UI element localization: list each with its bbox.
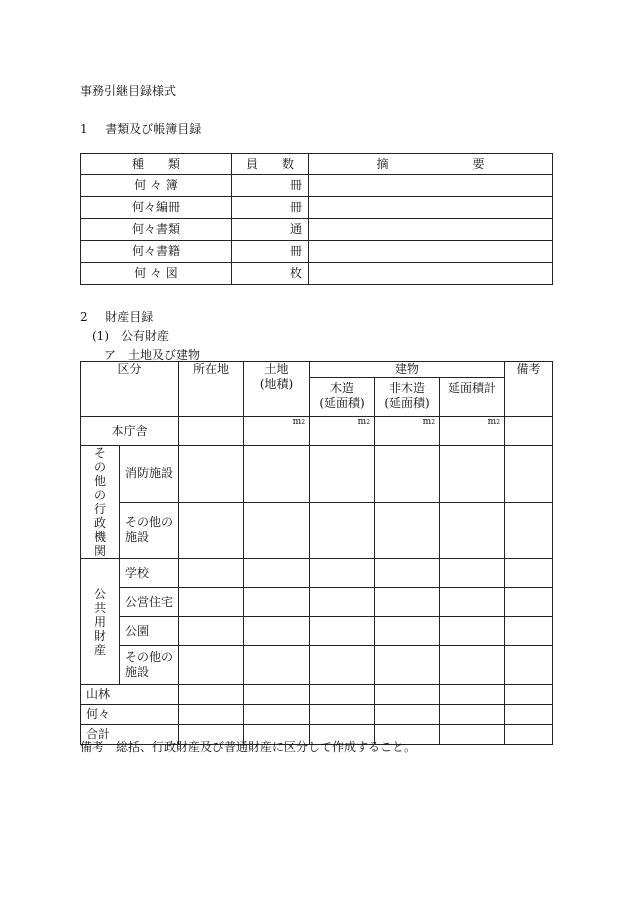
header-total-area: 延面積計 — [440, 378, 505, 417]
section2-title: 財産目録 — [105, 310, 154, 324]
cell[interactable] — [244, 617, 310, 646]
table-row — [81, 417, 553, 446]
table-row — [81, 559, 553, 588]
table-row — [81, 219, 553, 241]
cell[interactable] — [310, 559, 375, 588]
category-other-admin: そ の 他 の 行 政 機 関 — [81, 446, 120, 559]
table-row — [81, 241, 553, 263]
table-row — [81, 446, 553, 503]
cell[interactable] — [179, 617, 244, 646]
cell[interactable] — [440, 588, 505, 617]
cell-location[interactable] — [179, 417, 244, 446]
table-row — [81, 617, 553, 646]
cell[interactable] — [179, 705, 244, 725]
subsection-land-buildings: ア 土地及び建物 — [104, 348, 201, 362]
cell[interactable] — [375, 617, 440, 646]
doc-name: 何 々 図 — [81, 263, 232, 285]
property-table — [80, 361, 553, 745]
header-nonwood-label: 非木造 — [389, 381, 426, 395]
section1-number: 1 — [80, 122, 88, 136]
table-row — [81, 502, 553, 559]
header-wood-sub: (延面積) — [319, 396, 365, 410]
header-nonwood — [375, 378, 440, 417]
header-nonwood-sub: (延面積) — [384, 396, 430, 410]
cell[interactable] — [440, 725, 505, 745]
cell[interactable] — [244, 446, 310, 503]
item-school: 学校 — [120, 559, 179, 588]
header-building: 建物 — [310, 362, 505, 378]
section1-title: 書類及び帳簿目録 — [105, 122, 202, 136]
unit-m2: $m^2$ — [244, 417, 310, 446]
item-park: 公園 — [120, 617, 179, 646]
cell[interactable] — [505, 588, 553, 617]
category-public-use: 公 共 用 財 産 — [81, 559, 120, 685]
cell[interactable] — [375, 685, 440, 705]
cell[interactable] — [244, 646, 310, 685]
doc-name: 何々書籍 — [81, 241, 232, 263]
cell[interactable] — [440, 705, 505, 725]
cell[interactable] — [505, 446, 553, 503]
doc-unit: 通 — [232, 219, 309, 241]
cell[interactable] — [505, 617, 553, 646]
cell[interactable] — [440, 502, 505, 559]
doc-unit: 冊 — [232, 175, 309, 197]
documents-table — [80, 153, 553, 285]
header-wood — [310, 378, 375, 417]
cell-remarks[interactable] — [505, 417, 553, 446]
section1-heading — [80, 120, 201, 137]
unit-m2: $m^2$ — [440, 417, 505, 446]
doc-name: 何々編冊 — [81, 197, 232, 219]
cell[interactable] — [179, 502, 244, 559]
cell[interactable] — [505, 646, 553, 685]
cell[interactable] — [310, 705, 375, 725]
section2-heading — [80, 308, 153, 325]
cell[interactable] — [505, 685, 553, 705]
unit-m2: $m^2$ — [375, 417, 440, 446]
row-misc: 何々 — [81, 705, 179, 725]
doc-summary-cell[interactable] — [309, 241, 553, 263]
row-total: 合計 — [81, 725, 179, 745]
cell[interactable] — [440, 559, 505, 588]
cell[interactable] — [244, 502, 310, 559]
header-count: 員 数 — [232, 154, 309, 175]
doc-unit: 枚 — [232, 263, 309, 285]
cell[interactable] — [375, 705, 440, 725]
header-kind: 種 類 — [81, 154, 232, 175]
header-land-sub: (地積) — [259, 377, 294, 391]
cell[interactable] — [244, 588, 310, 617]
section2-number: 2 — [80, 310, 88, 324]
row-main-office: 本庁舎 — [81, 417, 179, 446]
cell[interactable] — [310, 685, 375, 705]
doc-summary-cell[interactable] — [309, 197, 553, 219]
unit-m2: $m^2$ — [310, 417, 375, 446]
page-title: 事務引継目録様式 — [80, 84, 177, 98]
cell[interactable] — [310, 502, 375, 559]
cell[interactable] — [375, 559, 440, 588]
cell[interactable] — [505, 502, 553, 559]
table-row — [81, 175, 553, 197]
table-row — [81, 705, 553, 725]
header-location: 所在地 — [179, 362, 244, 417]
cell[interactable] — [244, 685, 310, 705]
table-row — [81, 685, 553, 705]
cell[interactable] — [179, 646, 244, 685]
header-wood-label: 木造 — [330, 381, 355, 395]
header-remarks: 備考 — [505, 362, 553, 417]
item-other-public-facility: その他の 施設 — [120, 646, 179, 685]
doc-unit: 冊 — [232, 197, 309, 219]
cell[interactable] — [179, 588, 244, 617]
cell[interactable] — [440, 617, 505, 646]
cell[interactable] — [179, 559, 244, 588]
cell[interactable] — [505, 559, 553, 588]
header-land — [244, 362, 310, 417]
cell[interactable] — [375, 446, 440, 503]
cell[interactable] — [440, 446, 505, 503]
cell[interactable] — [179, 685, 244, 705]
table-row — [81, 197, 553, 219]
cell[interactable] — [310, 588, 375, 617]
cell[interactable] — [375, 502, 440, 559]
cell[interactable] — [440, 646, 505, 685]
header-summary: 摘 要 — [309, 154, 553, 175]
remarks-note: 備考 総括、行政財産及び普通財産に区分して作成すること。 — [80, 740, 417, 754]
cell[interactable] — [375, 646, 440, 685]
item-other-facility: その他の 施設 — [120, 502, 179, 559]
cell[interactable] — [179, 446, 244, 503]
cell[interactable] — [310, 646, 375, 685]
cell[interactable] — [375, 588, 440, 617]
cell[interactable] — [310, 617, 375, 646]
item-public-housing: 公営住宅 — [120, 588, 179, 617]
table-row — [81, 646, 553, 685]
cell[interactable] — [244, 559, 310, 588]
cell[interactable] — [505, 705, 553, 725]
doc-name: 何々書類 — [81, 219, 232, 241]
cell[interactable] — [505, 725, 553, 745]
cell[interactable] — [244, 705, 310, 725]
doc-summary-cell[interactable] — [309, 219, 553, 241]
subsection-public-property: (1) 公有財産 — [92, 329, 169, 343]
table-row — [81, 263, 553, 285]
row-forest: 山林 — [81, 685, 179, 705]
cell[interactable] — [440, 685, 505, 705]
table-row — [81, 588, 553, 617]
cell[interactable] — [310, 446, 375, 503]
doc-name: 何 々 簿 — [81, 175, 232, 197]
doc-summary-cell[interactable] — [309, 263, 553, 285]
doc-unit: 冊 — [232, 241, 309, 263]
header-category: 区分 — [81, 362, 179, 417]
item-fire-facility: 消防施設 — [120, 446, 179, 503]
doc-summary-cell[interactable] — [309, 175, 553, 197]
header-land-label: 土地 — [264, 362, 289, 376]
